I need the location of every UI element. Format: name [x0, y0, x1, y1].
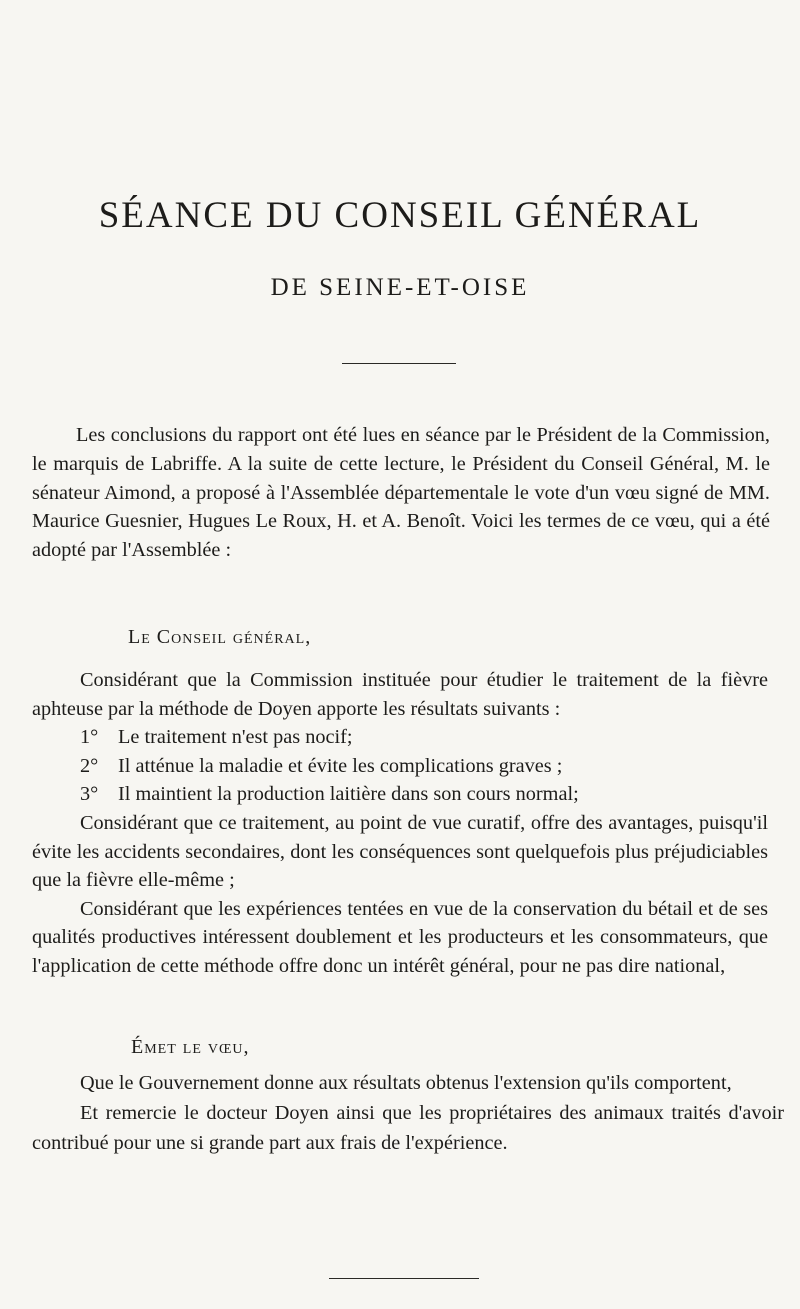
result-number: 1° — [80, 726, 99, 749]
result-item-2 — [32, 752, 768, 781]
result-item-3 — [32, 780, 768, 809]
voeu-section — [32, 1068, 784, 1158]
voeu-paragraph-2: Et remercie le docteur Doyen ainsi que les propriétaires des animaux traités d'avoir contribué pour une si grande part aux frais de l'expérience. — [32, 1102, 784, 1154]
intro-paragraph: Les conclusions du rapport ont été lues en séance par le Président de la Commission, le marquis de Labriffe. A la suite de cette lecture, le Président du Conseil Général, M. le sénateur Aimond, a proposé à l'Assemblée départementale le vote d'un vœu signé de MM. Maurice Guesnier, Hugues Le Roux, H. et A. Benoît. Voici les termes de ce vœu, qui a été adopté par l'Assemblée : — [32, 424, 770, 562]
emet-voeu-heading: Émet le vœu, — [131, 1036, 250, 1058]
page-subtitle: DE SEINE-ET-OISE — [270, 274, 530, 301]
result-text: Il maintient la production laitière dans son cours normal; — [118, 783, 579, 806]
result-text: Il atténue la maladie et évite les complications graves ; — [118, 754, 563, 777]
title-divider — [342, 363, 456, 364]
result-number: 3° — [80, 783, 99, 806]
considerant-section — [32, 666, 768, 981]
conseil-heading: Le Conseil général, — [128, 626, 312, 648]
considerant-paragraph-1: Considérant que la Commission instituée pour étudier le traitement de la fièvre aphteuse par la méthode de Doyen apporte les résultats suivants : — [32, 669, 768, 720]
considerant-paragraph-3: Considérant que les expériences tentées en vue de la conservation du bétail et de ses qualités productives intéressent doublement et les producteurs et les consommateurs, que l'application de cette méthode offre donc un intérêt général, pour ne pas dire national, — [32, 897, 768, 977]
result-item-1 — [32, 723, 768, 752]
considerant-paragraph-2: Considérant que ce traitement, au point de vue curatif, offre des avantages, puisqu'il évite les accidents secondaires, dont les conséquences sont quelquefois plus préjudiciables que la fièvre elle-même ; — [32, 811, 768, 892]
voeu-paragraph-1: Que le Gouvernement donne aux résultats obtenus l'extension qu'ils comportent, — [80, 1072, 732, 1094]
intro-section — [32, 421, 770, 565]
page-title: SÉANCE DU CONSEIL GÉNÉRAL — [98, 195, 702, 236]
result-number: 2° — [80, 754, 99, 777]
result-text: Le traitement n'est pas nocif; — [118, 726, 353, 749]
end-divider — [329, 1278, 479, 1279]
